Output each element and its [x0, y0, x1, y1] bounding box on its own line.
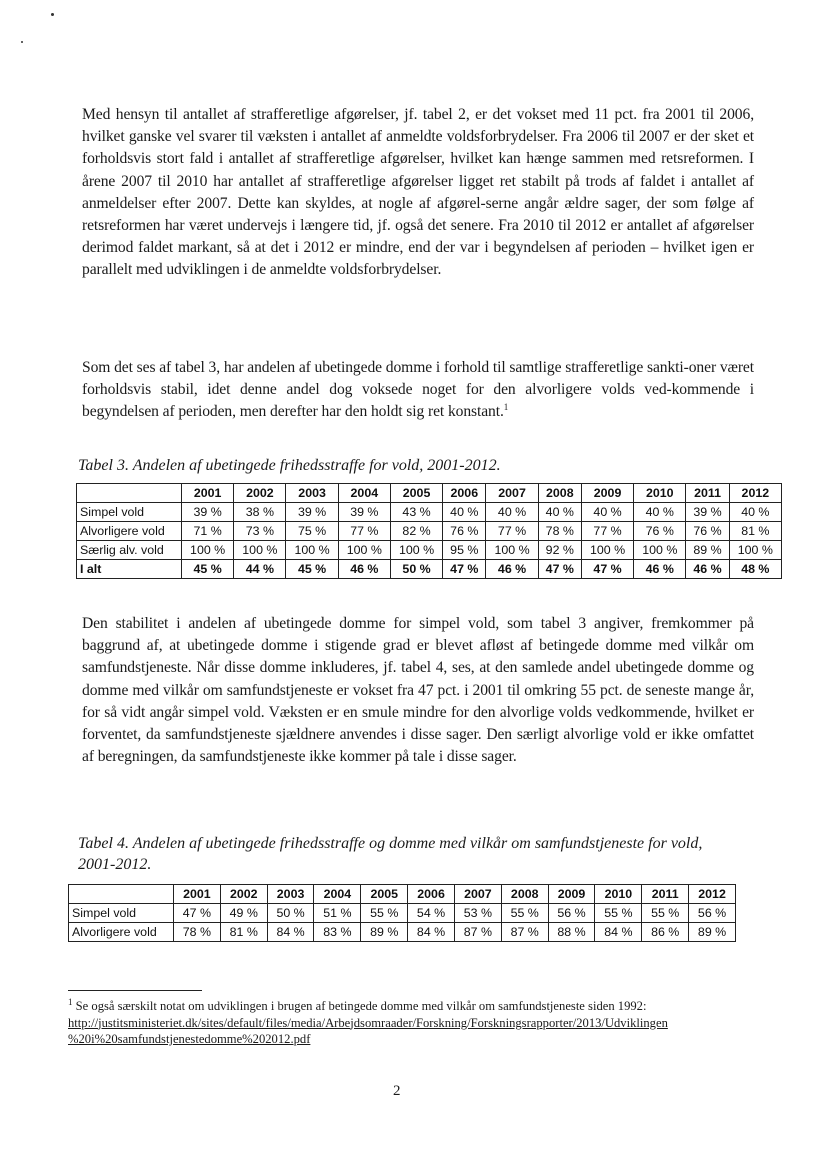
table-cell: 40 % [443, 503, 486, 522]
table-cell: 84 % [408, 923, 455, 942]
scan-speck [21, 41, 23, 43]
table-row [77, 541, 782, 560]
table-cell: 40 % [486, 503, 538, 522]
page-number: 2 [393, 1083, 401, 1099]
table-cell: 83 % [314, 923, 361, 942]
table-cell: 53 % [454, 904, 501, 923]
table-cell: 47 % [443, 560, 486, 579]
table-cell: 55 % [501, 904, 548, 923]
table-cell: 82 % [390, 522, 442, 541]
year-header: 2007 [486, 484, 538, 503]
year-header: 2001 [182, 484, 234, 503]
paragraph-1: Med hensyn til antallet af strafferetlige afgørelser, jf. tabel 2, er det vokset med 11 pct. fra 2001 til 2006, hvilket ganske vel svarer til væksten i antallet af anmeldte voldsforbrydelser. Fra 2006 til 2007 er der sket et forholdsvis stort fald i antallet af strafferetlige afgørelser, hvilket kan hænge sammen med retsreformen. I årene 2007 til 2010 har antallet af strafferetlige afgørelser ligget ret stabilt på trods af faldet i antallet af anmeldelser efter 2007. Dette kan skyldes, at nogle af afgørel-serne angår ældre sager, der som følge af retsreformen har været undervejs i længere tid, jf. også det senere. Fra 2010 til 2012 er antallet af afgørelser derimod faldet markant, så at det i 2012 er mindre, end der var i begyndelsen af perioden – hvilket igen er parallelt med udviklingen i de anmeldte voldsforbrydelser. [82, 106, 754, 279]
year-header: 2007 [454, 885, 501, 904]
table-cell: 73 % [234, 522, 286, 541]
table-cell: 46 % [686, 560, 729, 579]
table-cell: 48 % [729, 560, 781, 579]
table-cell: 55 % [361, 904, 408, 923]
table-cell: 100 % [390, 541, 442, 560]
row-label: Simpel vold [77, 503, 182, 522]
table-cell: 47 % [581, 560, 633, 579]
table-cell: 40 % [538, 503, 581, 522]
table-cell: 76 % [443, 522, 486, 541]
table-cell: 40 % [634, 503, 686, 522]
table-cell: 76 % [686, 522, 729, 541]
year-header: 2002 [220, 885, 267, 904]
table-cell: 39 % [182, 503, 234, 522]
year-header: 2008 [501, 885, 548, 904]
table-cell: 43 % [390, 503, 442, 522]
table-cell: 46 % [338, 560, 390, 579]
year-header: 2006 [443, 484, 486, 503]
table3-corner [77, 484, 182, 503]
row-label: Særlig alv. vold [77, 541, 182, 560]
table-cell: 40 % [581, 503, 633, 522]
table-cell: 77 % [338, 522, 390, 541]
table-cell: 46 % [486, 560, 538, 579]
table-row [69, 923, 736, 942]
table-cell: 81 % [220, 923, 267, 942]
table-cell: 100 % [286, 541, 338, 560]
table-cell: 55 % [595, 904, 642, 923]
row-label: I alt [77, 560, 182, 579]
table-cell: 38 % [234, 503, 286, 522]
table-cell: 47 % [538, 560, 581, 579]
footnote-divider [68, 990, 202, 991]
table4-caption: Tabel 4. Andelen af ubetingede frihedsstraffe og domme med vilkår om samfundstjeneste for vold, 2001-2012. [78, 835, 703, 873]
year-header: 2005 [361, 885, 408, 904]
table-row [69, 904, 736, 923]
table-cell: 77 % [581, 522, 633, 541]
year-header: 2008 [538, 484, 581, 503]
table-cell: 39 % [286, 503, 338, 522]
footnote-link[interactable]: http://justitsministeriet.dk/sites/default/files/media/Arbejdsomraader/Forskning/Forskningsrapporter/2013/Udviklingen %20i%20samfundstjenestedomme%202012.pdf [68, 1015, 668, 1046]
table-cell: 39 % [686, 503, 729, 522]
table-cell: 78 % [538, 522, 581, 541]
table3 [76, 483, 782, 579]
table-cell: 54 % [408, 904, 455, 923]
table-cell: 47 % [174, 904, 221, 923]
year-header: 2004 [338, 484, 390, 503]
footnote-ref[interactable]: 1 [503, 402, 509, 413]
table-cell: 45 % [286, 560, 338, 579]
footnote-text: Se også særskilt notat om udviklingen i brugen af betingede domme med vilkår om samfundstjeneste siden 1992: [72, 999, 647, 1013]
year-header: 2011 [642, 885, 689, 904]
table-cell: 95 % [443, 541, 486, 560]
table-row [77, 522, 782, 541]
year-header: 2009 [581, 484, 633, 503]
table-cell: 89 % [686, 541, 729, 560]
table-cell: 100 % [729, 541, 781, 560]
table3-caption: Tabel 3. Andelen af ubetingede frihedsstraffe for vold, 2001-2012. [78, 457, 501, 474]
table-cell: 50 % [267, 904, 314, 923]
table-cell: 100 % [234, 541, 286, 560]
table-cell: 81 % [729, 522, 781, 541]
footnote [68, 998, 738, 1048]
table-cell: 55 % [642, 904, 689, 923]
table-cell: 75 % [286, 522, 338, 541]
paragraph-2 [82, 357, 754, 424]
table-cell: 39 % [338, 503, 390, 522]
table-cell: 87 % [454, 923, 501, 942]
table-cell: 92 % [538, 541, 581, 560]
table-cell: 100 % [634, 541, 686, 560]
table-cell: 71 % [182, 522, 234, 541]
table-cell: 77 % [486, 522, 538, 541]
table-cell: 50 % [390, 560, 442, 579]
scan-speck [51, 13, 54, 16]
table-cell: 100 % [182, 541, 234, 560]
footnote-marker: 1 [68, 996, 73, 1007]
table-cell: 100 % [486, 541, 538, 560]
table4-header-row [69, 885, 736, 904]
table4-corner [69, 885, 174, 904]
table3-header-row [77, 484, 782, 503]
table-cell: 87 % [501, 923, 548, 942]
row-label: Simpel vold [69, 904, 174, 923]
year-header: 2012 [729, 484, 781, 503]
paragraph-2-text: Som det ses af tabel 3, har andelen af ubetingede domme i forhold til samtlige strafferetlige sankti-oner været forholdsvis stabil, idet denne andel dog voksede noget for den alvorligere volds ved-kommende i begyndelsen af perioden, men derefter har den holdt sig ret konstant. [82, 359, 754, 421]
table-cell: 84 % [267, 923, 314, 942]
year-header: 2003 [267, 885, 314, 904]
paragraph-3: Den stabilitet i andelen af ubetingede domme for simpel vold, som tabel 3 angiver, fremkommer på baggrund af, at ubetingede domme i stigende grad er blevet afløst af betingede domme med vilkår om samfundstjeneste. Når disse domme inkluderes, jf. tabel 4, ses, at den samlede andel ubetingede domme og domme med vilkår om samfundstjeneste er vokset fra 47 pct. i 2001 til omkring 55 pct. de seneste mange år, for så vidt angår simpel vold. Væksten er en smule mindre for den alvorlige volds vedkommende, hvilket er forventet, da samfundstjeneste sjældnere anvendes i disse sager. Den særligt alvorlige vold er ikke omfattet af beregningen, da samfundstjeneste ikke kommer på tale i disse sager. [82, 615, 754, 766]
year-header: 2009 [548, 885, 595, 904]
row-label: Alvorligere vold [77, 522, 182, 541]
year-header: 2010 [595, 885, 642, 904]
table-cell: 78 % [174, 923, 221, 942]
table-cell: 45 % [182, 560, 234, 579]
table-cell: 89 % [361, 923, 408, 942]
row-label: Alvorligere vold [69, 923, 174, 942]
table-cell: 84 % [595, 923, 642, 942]
year-header: 2012 [689, 885, 736, 904]
table-row [77, 503, 782, 522]
year-header: 2003 [286, 484, 338, 503]
table-cell: 46 % [634, 560, 686, 579]
year-header: 2005 [390, 484, 442, 503]
year-header: 2001 [174, 885, 221, 904]
table-cell: 56 % [689, 904, 736, 923]
table-cell: 89 % [689, 923, 736, 942]
year-header: 2010 [634, 484, 686, 503]
table-cell: 49 % [220, 904, 267, 923]
table-cell: 44 % [234, 560, 286, 579]
table-cell: 88 % [548, 923, 595, 942]
table-cell: 76 % [634, 522, 686, 541]
year-header: 2011 [686, 484, 729, 503]
year-header: 2002 [234, 484, 286, 503]
year-header: 2004 [314, 885, 361, 904]
year-header: 2006 [408, 885, 455, 904]
table4 [68, 884, 736, 942]
table-cell: 100 % [338, 541, 390, 560]
table-row [77, 560, 782, 579]
table-cell: 51 % [314, 904, 361, 923]
table-cell: 100 % [581, 541, 633, 560]
table-cell: 40 % [729, 503, 781, 522]
table-cell: 86 % [642, 923, 689, 942]
table-cell: 56 % [548, 904, 595, 923]
